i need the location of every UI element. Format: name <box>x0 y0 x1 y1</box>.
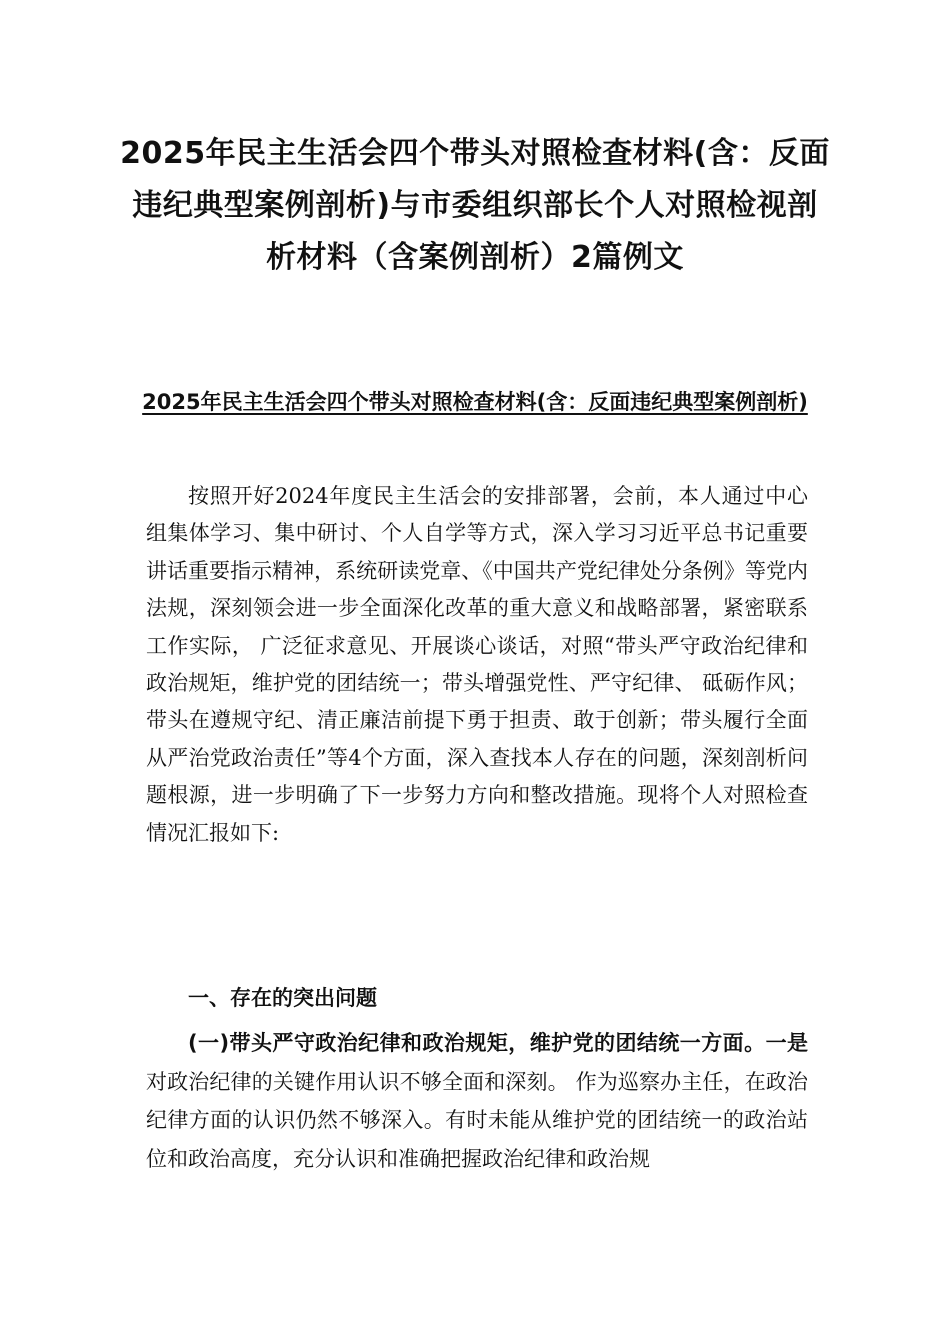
section-sub-title: 2025年民主生活会四个带头对照检查材料(含：反面违纪典型案例剖析) <box>142 390 808 414</box>
section-heading: 一、存在的突出问题 <box>188 986 377 1010</box>
subsection-paragraph <box>146 1024 808 1178</box>
point-label: 一是 <box>765 1031 809 1055</box>
subsection-heading: (一)带头严守政治纪律和政治规矩，维护党的团结统一方面。 <box>188 1031 766 1055</box>
point-text: 对政治纪律的关键作用认识不够全面和深刻。 作为巡察办主任，在政治纪律方面的认识仍然不够深入。有时未能从维护党的团结统一的政治站位和政治高度，充分认识和准确把握政治纪律和政治规 <box>146 1069 808 1171</box>
intro-paragraph: 按照开好2024年度民主生活会的安排部署，会前，本人通过中心组集体学习、集中研讨、个人自学等方式，深入学习习近平总书记重要讲话重要指示精神，系统研读党章、《中国共产党纪律处分条例》等党内法规，深刻领会进一步全面深化改革的重大意义和战略部署，紧密联系工作实际， 广泛征求意见、开展谈心谈话，对照“带头严守政治纪律和政治规矩，维护党的团结统一；带头增强党性、严守纪律、 砥砺作风；带头在遵规守纪、清正廉洁前提下勇于担责、敢于创新；带头履行全面从严治党政治责任”等4个方面，深入查找本人存在的问题，深刻剖析问题根源，进一步明确了下一步努力方向和整改措施。现将个人对照检查情况汇报如下: <box>146 484 808 845</box>
document-main-title: 2025年民主生活会四个带头对照检查材料(含：反面违纪典型案例剖析)与市委组织部长个人对照检视剖析材料（含案例剖析）2篇例文 <box>120 136 830 275</box>
